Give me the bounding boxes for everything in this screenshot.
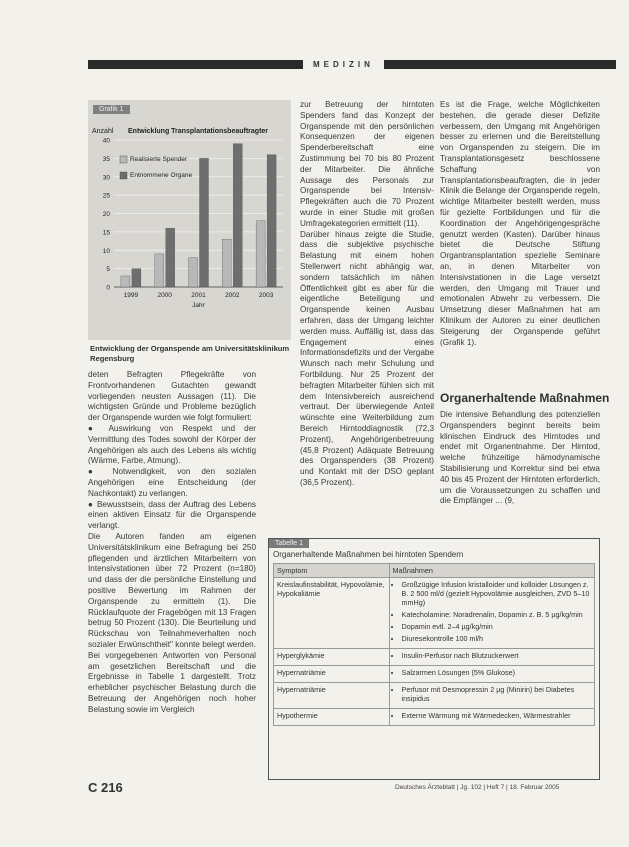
chart-bar <box>267 155 276 287</box>
legend-label: Entnommene Organe <box>130 172 193 179</box>
table-cell-symptom: Kreislaufinstabilität, Hypovolämie, Hypokaliämie <box>274 578 390 649</box>
chart-xtick-label: 2001 <box>191 292 206 299</box>
measure-item: • Insulin-Perfusor nach Blutzuckerwert <box>402 651 591 660</box>
column-1-text <box>88 370 256 775</box>
measure-item: • Diuresekontrolle 100 ml/h <box>402 634 591 643</box>
chart-xtick-label: 2002 <box>225 292 240 299</box>
table-row <box>274 578 595 649</box>
chart-ytick-label: 25 <box>102 192 110 200</box>
section-heading: Organerhaltende Maßnahmen <box>440 391 610 405</box>
chart-ytick-label: 10 <box>102 247 110 255</box>
table-cell-measures <box>389 666 594 683</box>
chart-bar <box>155 254 164 287</box>
table-box <box>268 538 600 780</box>
measure-item: • Salzarmen Lösungen (5% Glukose) <box>402 668 591 677</box>
column-2-text <box>300 100 434 532</box>
table-row <box>274 709 595 726</box>
column-2-paragraph: zur Betreuung der hirntoten Spenders fand das Konzept der Organspende mit den persönlichen Konsequenzen der eigenen Spenderbereitschaft eine Zustimmung bei 70 bis 80 Prozent der Mitarbeiter. Die ähnliche Aussage des Personals zur Organspende bei Intensiv-Pflegekräften auch die 70 Prozent wurde in einer Studie mit großen Umfragekategorien ermittelt (11). Darüber hinaus zeigte die Studie, dass die subjektive psychische Belastung mit einem hohen Stellenwert nicht abhängig war, sondern tatsächlich im nähen Öffentlichkeit gibt es aber für die eigentliche Beteiligung und Organspende keinen Ausbau erfahren, dass der Umgang leichter werden muss. Auffällig ist, dass das Engagement eines Informationsdefizits und der Vergabe Wunsch nach mehr Schulung und Fortbildung. Nur 25 Prozent der befragten Mitarbeiter fühlen sich mit dem Intensivbereich ausreichend vertraut. Der überwiegende Anteil wünschte eine Weiterbildung zum Bereich Hirntoddiagnostik (72,3 Prozent), Angehörigenbetreuung (45,8 Prozent) Adäquate Betreuung des Organspenders (38 Prozent) und Kontakt mit der DSO geplant (36,5 Prozent). <box>300 100 434 487</box>
measure-item: • Dopamin evtl. 2–4 µg/kg/min <box>402 622 591 631</box>
chart-bar <box>233 144 242 287</box>
table-label: Tabelle 1 <box>269 539 309 548</box>
measure-item: • Externe Wärmung mit Wärmedecken, Wärmestrahler <box>402 711 591 720</box>
table-cell-measures <box>389 649 594 666</box>
legend-label: Realisierte Spender <box>130 156 188 163</box>
chart-ytick-label: 30 <box>102 174 110 182</box>
measure-item: • Katecholamine: Noradrenalin, Dopamin z. B. 5 µg/kg/min <box>402 610 591 619</box>
table-header-symptom: Symptom <box>274 564 390 578</box>
section-header-label: MEDIZIN <box>303 59 384 70</box>
column-1-paragraph: deten Befragten Pflegekräfte von Frontvorhandenen Gutachten gewandt vorliegenden neusten Aussagen (11). Die wichtigsten Gründe und Probleme bezüglich der Organspende wurden wie folgt formuliert: ● Auswirkung von Respekt und der Vermittlung des Todes sowohl der Körper der Angehörigen als auch des Lebens als wichtig (Wärme, Farbe, Atmung). ● Notwendigkeit, von den sozialen Angehörigen eine Entscheidung (der Nachkontakt) zu verlangen. ● Bewusstsein, dass der Auftrag des Lebens einen aktiven Einsatz für die Organspende verlangt. Die Autoren fanden am eigenen Universitätsklinikum eine Befragung bei 250 pflegenden und ärztlichen Mitarbeitern von Intensivstationen über 72 Prozent (n=180) und dass der die persönliche Einstellung und positive Bewertung im Rahmen der Organspende zu ermitteln (1). Die Rücklaufquote der Fragebögen mit 13 Fragen betrug 50 Prozent (130). Die Beurteilung und Rückschau von Teilnahmeverhalten noch sozialer Erwünschtheit" konnte belegt werden. Bei vorgegebenen Antworten von Personal am gesetzlichen Bereitschaft und die Ergebnisse in Tabelle 1 dargestellt. Trotz erheblicher psychischer Belastung durch die Betreuung der Angehörigen noch hoher Belastung sowie im Vergleich <box>88 370 256 714</box>
chart-bar <box>189 258 198 287</box>
measure-item: • Großzügige Infusion kristalloider und kolloider Lösungen z. B. 2 500 ml/d (gezielt Hypovolämie ausgleichen, ZVD 5–10 mmHg) <box>402 580 591 607</box>
chart-bar <box>166 228 175 287</box>
chart-ytick-label: 5 <box>106 266 110 274</box>
chart-xtick-label: 2000 <box>157 292 172 299</box>
chart-bar <box>222 239 231 287</box>
figure-label: Grafik 1 <box>93 105 130 114</box>
table-row <box>274 666 595 683</box>
chart-bar <box>132 269 141 287</box>
table-cell-measures <box>389 709 594 726</box>
chart-bar <box>256 221 265 287</box>
table-row <box>274 683 595 709</box>
chart-bar <box>200 158 209 287</box>
column-3-text <box>440 100 600 380</box>
table-cell-measures <box>389 683 594 709</box>
measures-table <box>273 563 595 726</box>
figure-box <box>88 100 291 340</box>
table-cell-symptom: Hypothermie <box>274 709 390 726</box>
measure-item: • Perfusor mit Desmopressin 2 µg (Minirin) bei Diabetes insipidus <box>402 685 591 703</box>
table-caption: Organerhaltende Maßnahmen bei hirntoten Spendern <box>273 550 464 559</box>
legend-swatch <box>120 156 127 163</box>
chart-xtick-label: 1999 <box>123 292 139 299</box>
chart-ytick-label: 20 <box>102 211 110 218</box>
bar-chart <box>88 100 291 340</box>
chart-ylabel: Anzahl <box>92 128 114 135</box>
chart-xlabel: Jahr <box>192 302 205 309</box>
section-header-bar <box>88 60 616 69</box>
table-cell-measures <box>389 578 594 649</box>
chart-bar <box>121 276 130 287</box>
table-cell-symptom: Hyperglykämie <box>274 649 390 666</box>
chart-title: Entwicklung Transplantationsbeauftragter <box>128 128 269 135</box>
figure-caption: Entwicklung der Organspende am Universitätsklinikum Regensburg <box>90 344 290 363</box>
chart-ytick-label: 35 <box>102 155 110 163</box>
chart-ytick-label: 40 <box>102 137 110 145</box>
page-footer: Deutsches Ärzteblatt | Jg. 102 | Heft 7 | 18. Februar 2005 <box>395 784 560 791</box>
page-number: C 216 <box>88 780 123 795</box>
chart-ytick-label: 0 <box>106 284 110 292</box>
section-2-paragraph: Die intensive Behandlung des potenziellen Organspenders beginnt bereits beim klinischen Eindruck des Hirntodes und endet mit Organentnahme. Der Hirntod, welche frühzeitige hämodynamische Stabilisierung und Korrektur sind bei etwa 40 bis 45 Prozent der Hirntoten erforderlich, um die Voraussetzungen zu schaffen und die Empfänger ... (9, <box>440 410 600 506</box>
legend-swatch <box>120 172 127 179</box>
table-row <box>274 649 595 666</box>
table-header-measures: Maßnahmen <box>389 564 594 578</box>
column-3-paragraph: Es ist die Frage, welche Möglichkeiten bestehen, die gerade dieser Defizite verbessern, den Umgang mit Angehörigen besser zu erlernen und die Bereitstellung von Organspenden zu steigern. Die im Transplantationsgesetz beschlossene Schaffung von Transplantationsbeauftragten, die in jeder Klinik die Belange der Organspende regeln, wichtige Mitarbeiter bestellt werden, muss für gezielte Fortbildungen und für die Koordination der Angehörigengespräche genutzt werden (Kasten). Darüber hinaus bietet die Deutsche Stiftung Organtransplantation spezielle Seminare an, in denen Mitarbeiter von Intensivstationen in die Lage versetzt werden, den Umgang mit Trauer und emotionalen Abwehr zu verbessern. Die Umsetzung dieser Maßnahmen hat am Klinikum der Autoren zu einer deutlichen Steigerung der Organspende geführt (Grafik 1). <box>440 100 600 347</box>
table-cell-symptom: Hypernatriämie <box>274 683 390 709</box>
chart-ytick-label: 15 <box>102 229 110 237</box>
section-2-text <box>440 410 600 530</box>
chart-xtick-label: 2003 <box>258 292 274 299</box>
table-cell-symptom: Hypernatriämie <box>274 666 390 683</box>
